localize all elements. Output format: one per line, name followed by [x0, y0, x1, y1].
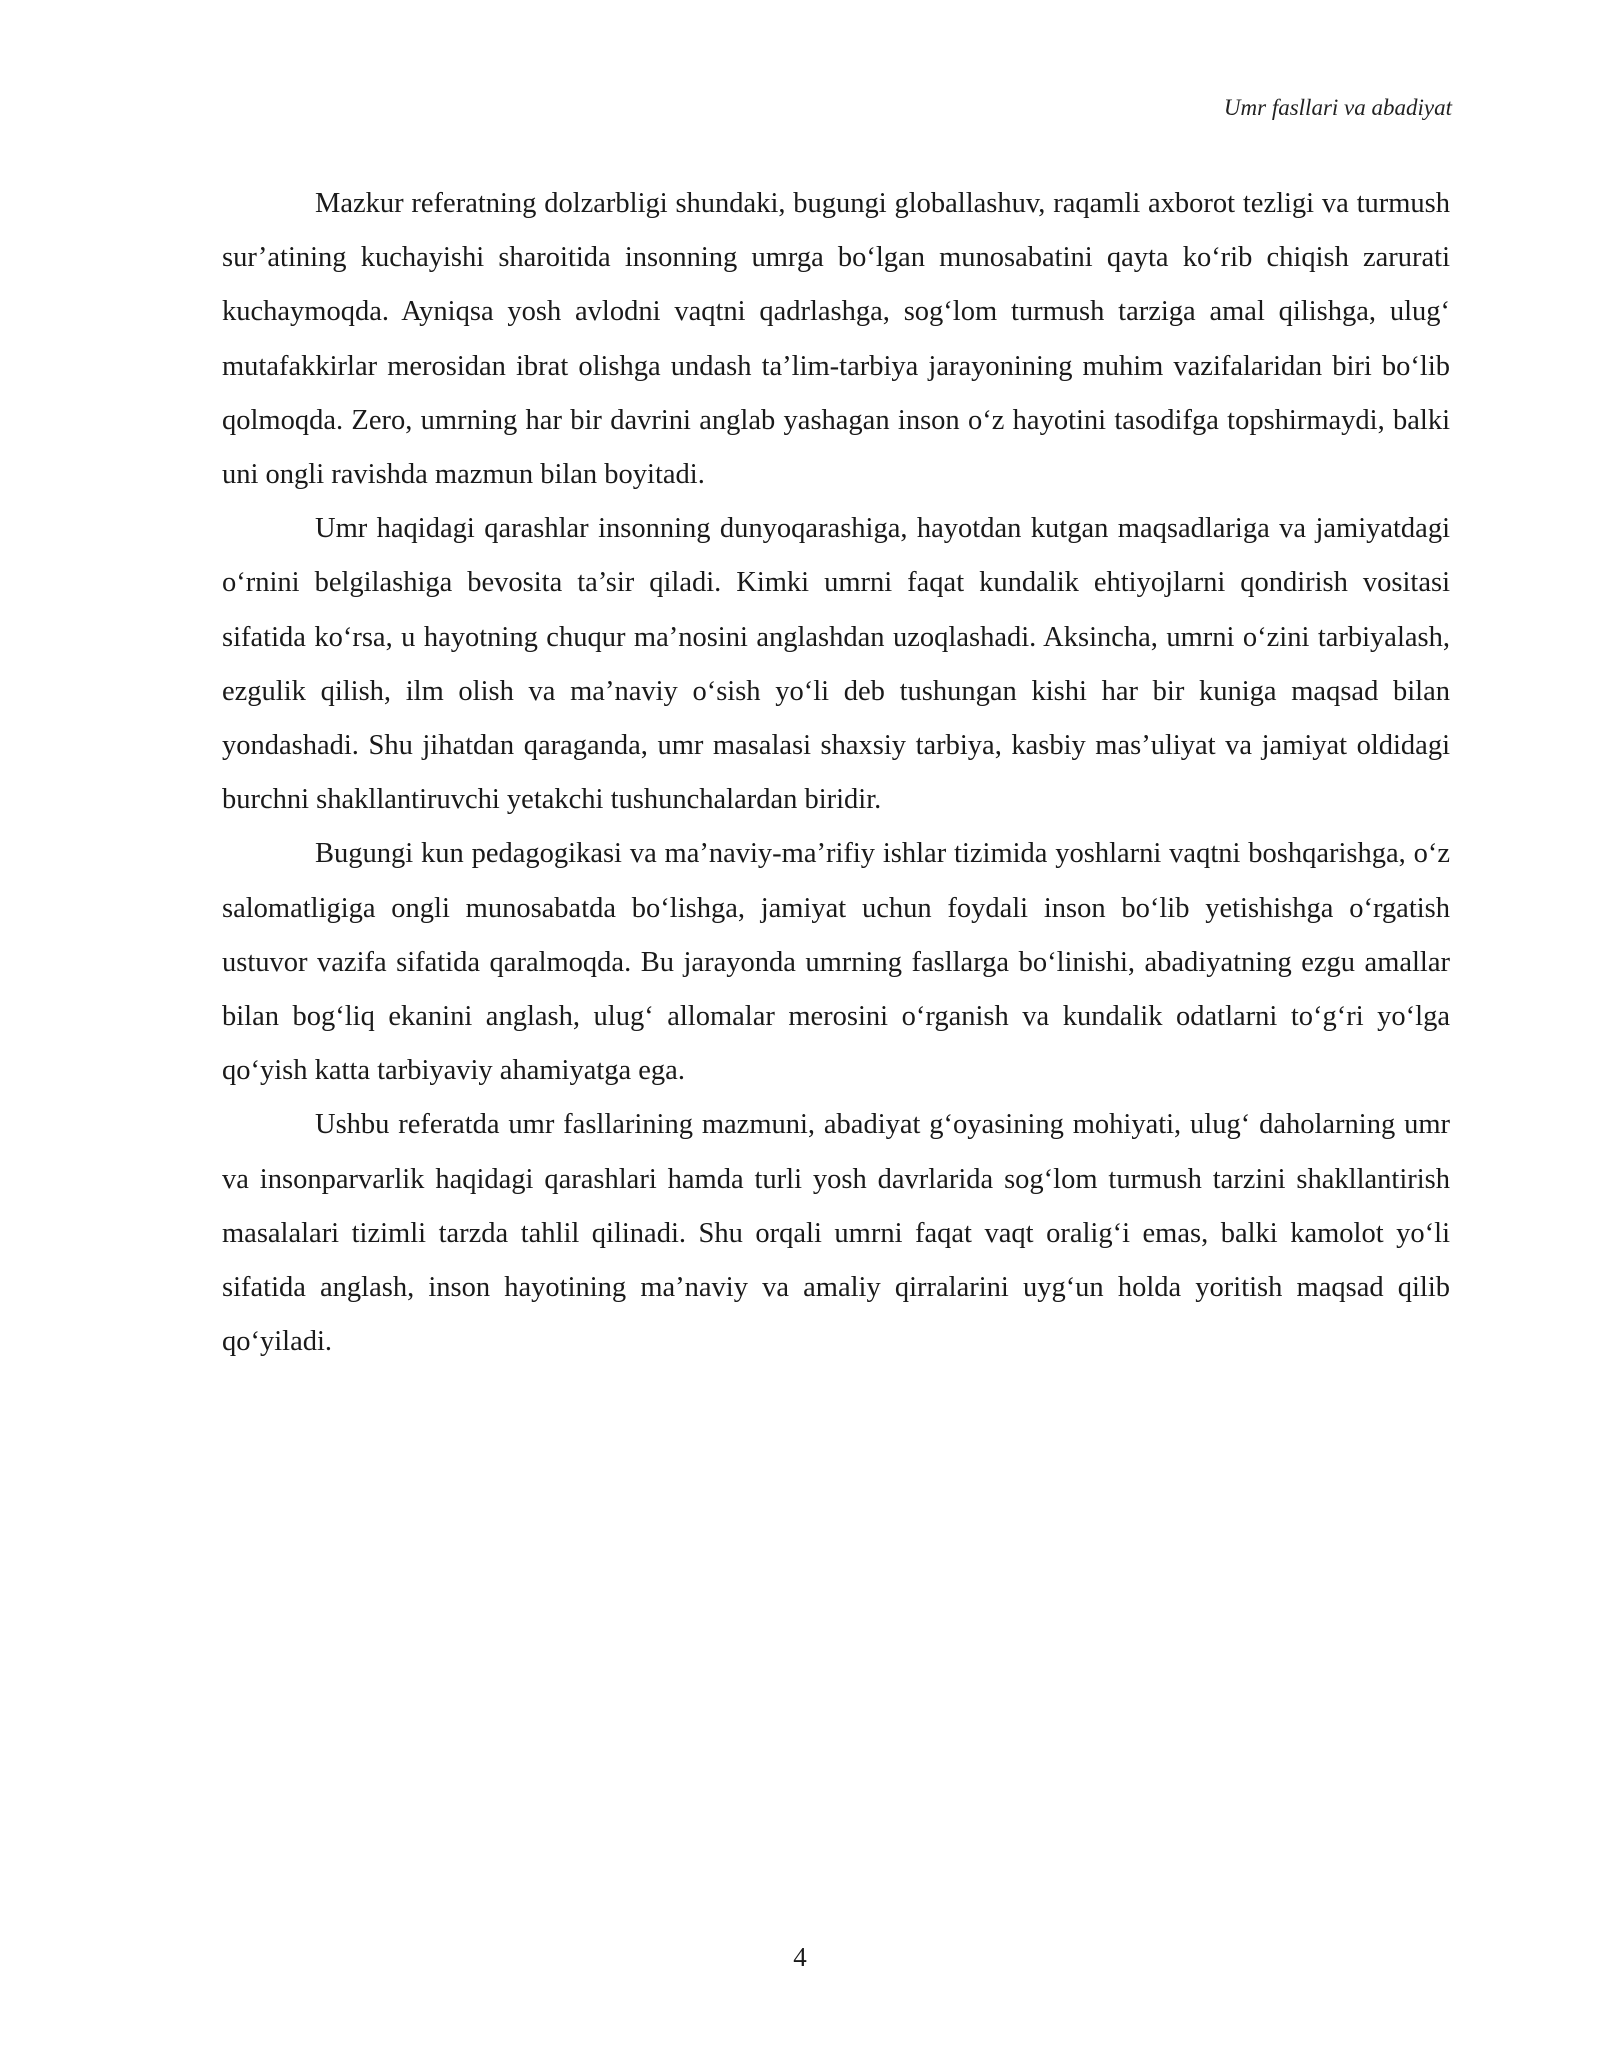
paragraph: Umr haqidagi qarashlar insonning dunyoqarashiga, hayotdan kutgan maqsadlariga va jamiyatdagi o‘rnini belgilashiga bevosita ta’sir qiladi. Kimki umrni faqat kundalik ehtiyojlarni qondirish vositasi sifatida ko‘rsa, u hayotning chuqur ma’nosini anglashdan uzoqlashadi. Aksincha, umrni o‘zini tarbiyalash, ezgulik qilish, ilm olish va ma’naviy o‘sish yo‘li deb tushungan kishi har bir kuniga maqsad bilan yondashadi. Shu jihatdan qaraganda, umr masalasi shaxsiy tarbiya, kasbiy mas’uliyat va jamiyat oldidagi burchni shakllantiruvchi yetakchi tushunchalardan biridir.	[222, 513, 1450, 816]
body-text	[222, 177, 1450, 1369]
paragraph: Mazkur referatning dolzarbligi shundaki, bugungi globallashuv, raqamli axborot tezligi va turmush sur’atining kuchayishi sharoitida insonning umrga bo‘lgan munosabatini qayta ko‘rib chiqish zarurati kuchaymoqda. Ayniqsa yosh avlodni vaqtni qadrlashga, sog‘lom turmush tarziga amal qilishga, ulug‘ mutafakkirlar merosidan ibrat olishga undash ta’lim-tarbiya jarayonining muhim vazifalaridan biri bo‘lib qolmoqda. Zero, umrning har bir davrini anglab yashagan inson o‘z hayotini tasodifga topshirmaydi, balki uni ongli ravishda mazmun bilan boyitadi.	[222, 188, 1450, 491]
running-header: Umr fasllari va abadiyat	[1223, 95, 1452, 120]
paragraph: Ushbu referatda umr fasllarining mazmuni, abadiyat g‘oyasining mohiyati, ulug‘ daholarning umr va insonparvarlik haqidagi qarashlari hamda turli yosh davrlarida sog‘lom turmush tarzini shakllantirish masalalari tizimli tarzda tahlil qilinadi. Shu orqali umrni faqat vaqt oralig‘i emas, balki kamolot yo‘li sifatida anglash, inson hayotining ma’naviy va amaliy qirralarini uyg‘un holda yoritish maqsad qilib qo‘yiladi.	[222, 1109, 1450, 1358]
page-number: 4	[793, 1942, 807, 1972]
paragraph: Bugungi kun pedagogikasi va ma’naviy-ma’rifiy ishlar tizimida yoshlarni vaqtni boshqarishga, o‘z salomatligiga ongli munosabatda bo‘lishga, jamiyat uchun foydali inson bo‘lib yetishishga o‘rgatish ustuvor vazifa sifatida qaralmoqda. Bu jarayonda umrning fasllarga bo‘linishi, abadiyatning ezgu amallar bilan bog‘liq ekanini anglash, ulug‘ allomalar merosini o‘rganish va kundalik odatlarni to‘g‘ri yo‘lga qo‘yish katta tarbiyaviy ahamiyatga ega.	[222, 838, 1450, 1087]
